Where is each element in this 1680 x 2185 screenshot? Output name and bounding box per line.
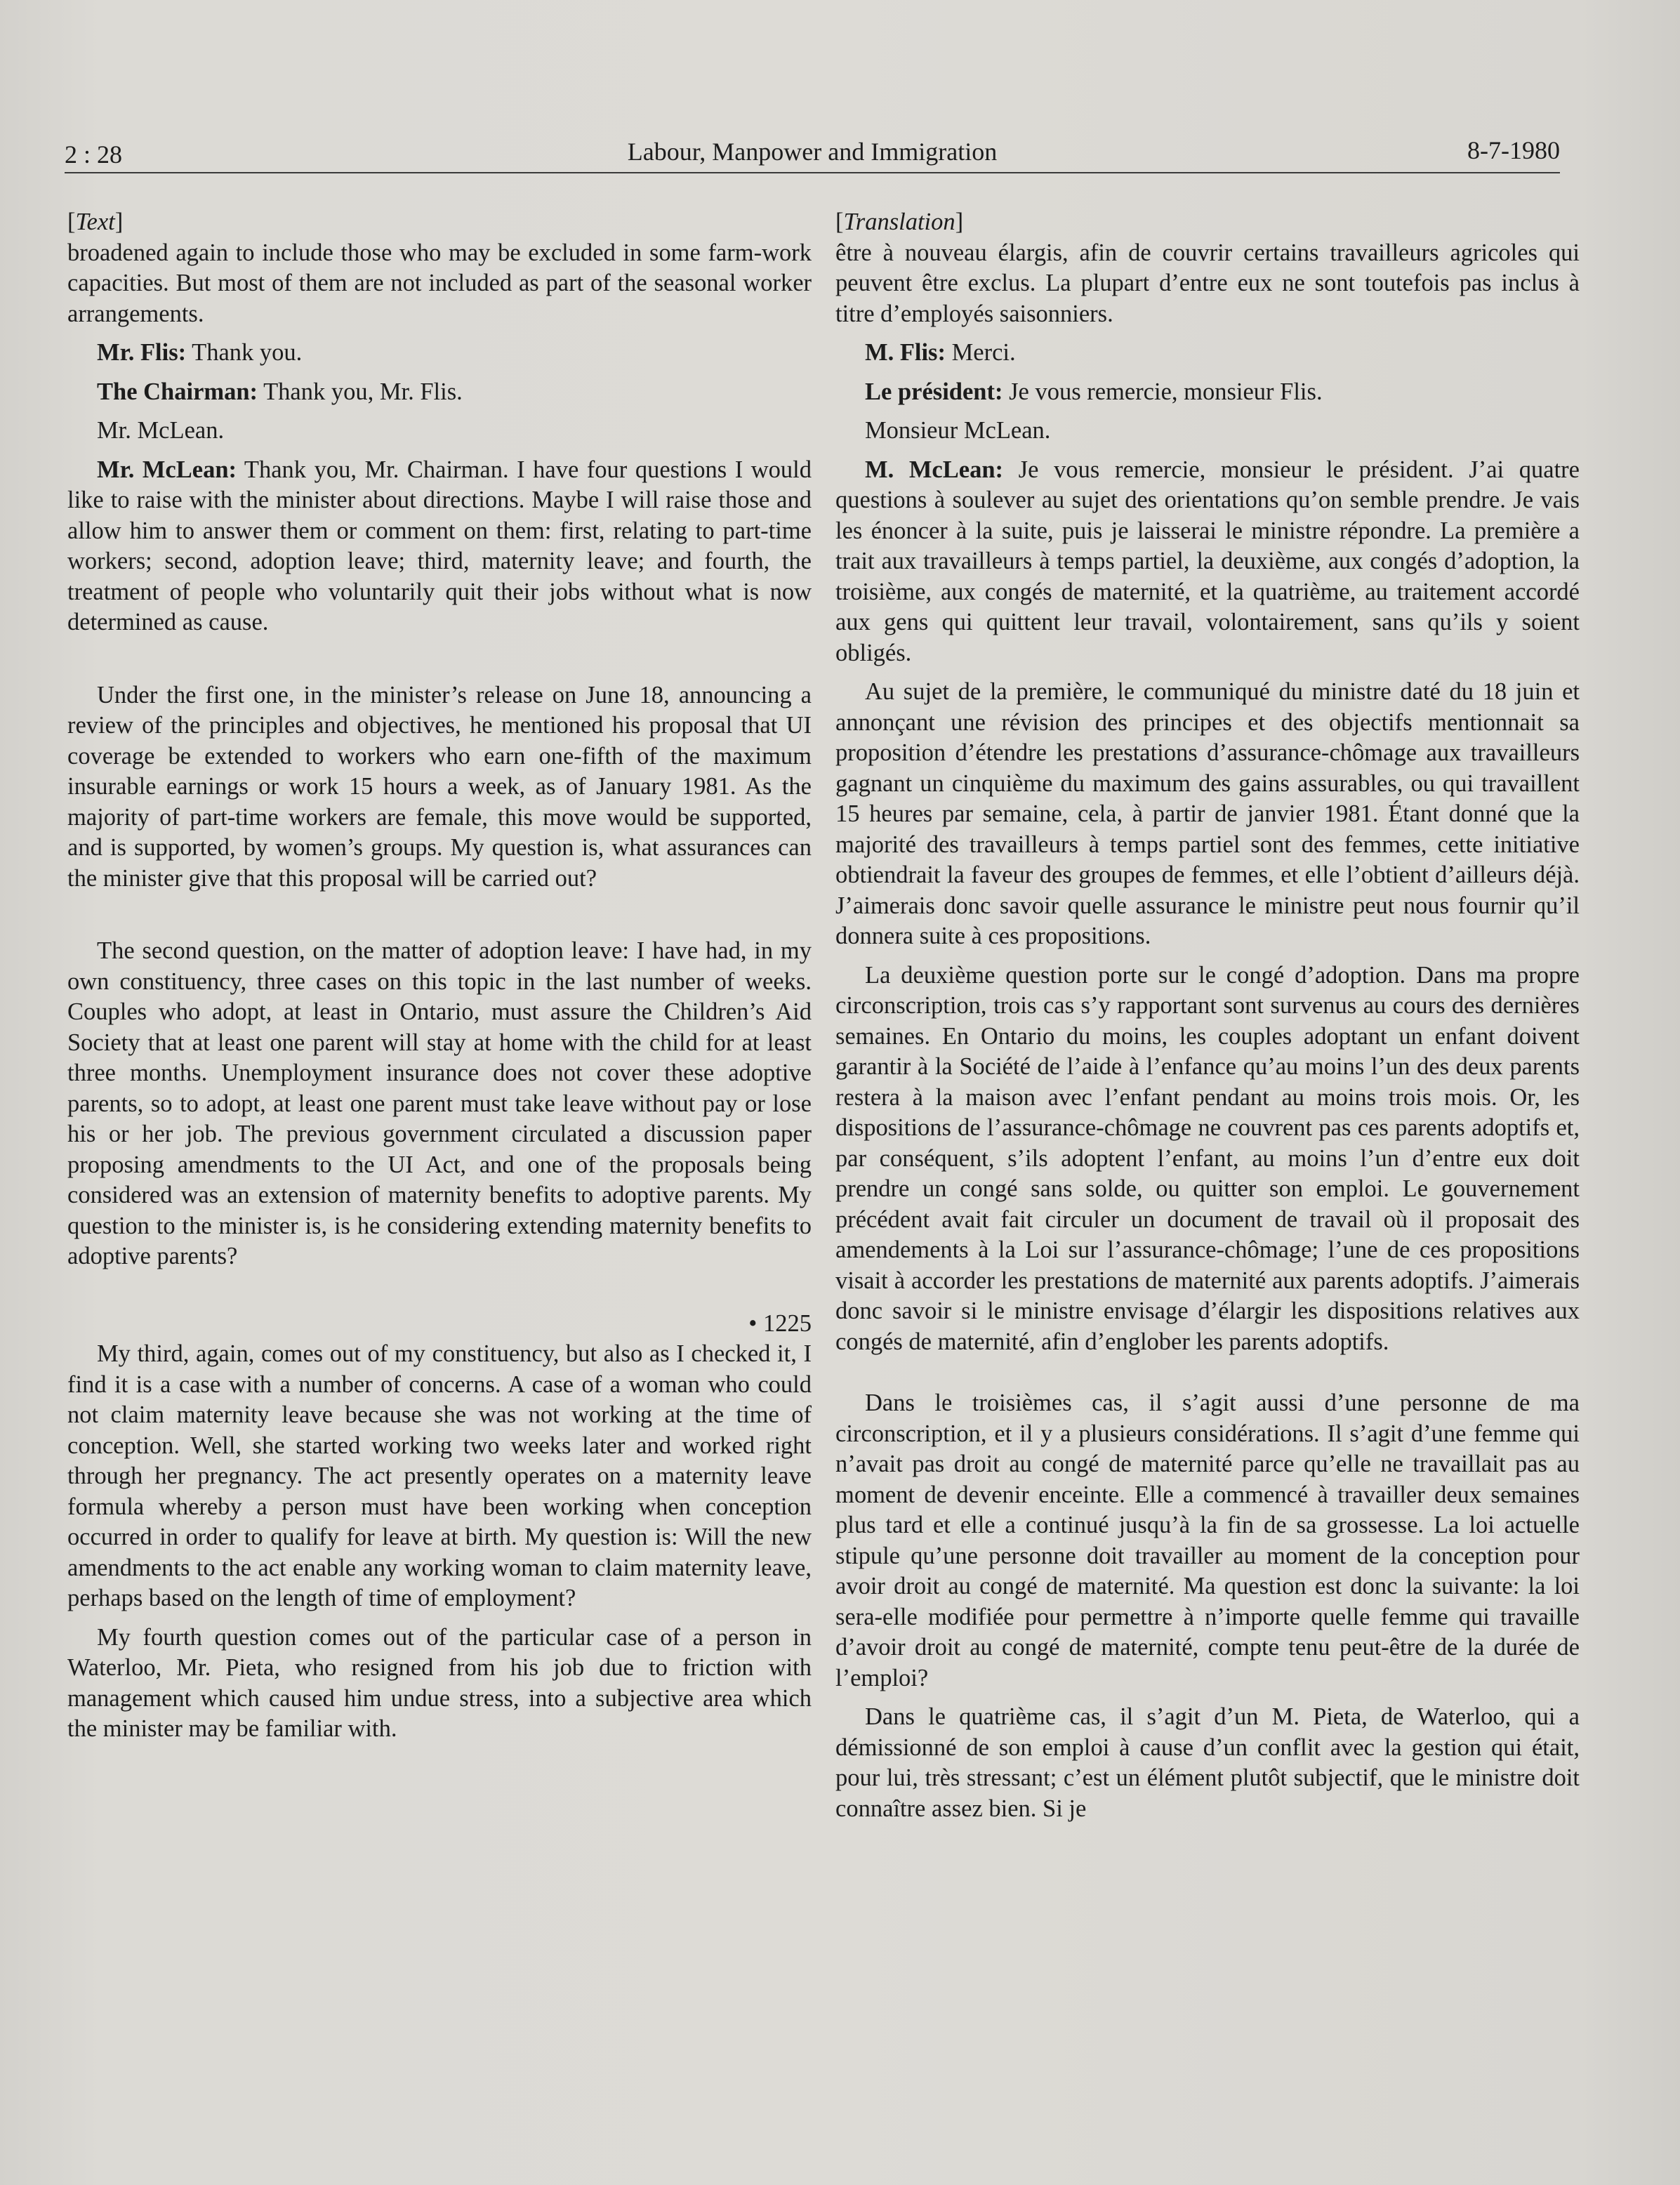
time-marker: • 1225 xyxy=(748,1309,812,1337)
speaker-name: The Chairman: xyxy=(97,378,258,405)
speech: Mr. Flis: Thank you. xyxy=(97,339,303,366)
speech: M. Flis: Merci. xyxy=(865,339,1016,366)
speaker-name: M. Flis: xyxy=(865,339,946,366)
speech: M. McLean: Je vous remercie, monsieur le président. J’ai quatre questions à soulever au sujet des orientations qu’on semble prendre. Je vais les énoncer à la suite, puis je laisserai le ministre répondre. La première a trait aux travailleurs à temps partiel, la deuxième, aux congés d’adoption, la troisième, aux congés de maternité, et la quatrième, au traitement accordé aux gens qui quittent leur travail, volontairement, sans qu’ils y soient obligés. xyxy=(835,456,1580,666)
paragraph: Monsieur McLean. xyxy=(865,417,1051,444)
page-header xyxy=(65,130,1560,173)
paragraph: The second question, on the matter of adoption leave: I have had, in my own constituency, three cases on this topic in the last number of weeks. Couples who adopt, at least in Ontario, must assure the Children’s Aid Society that at least one parent will stay at home with the child for at least three months. Unemployment insurance does not cover these adoptive parents, so to adopt, at least one parent must take leave without pay or lose his or her job. The previous government circulated a discussion paper proposing amendments to the UI Act, and one of the proposals being considered was an extension of maternity benefits to adoptive parents. My question to the minister is, is he considering extending maternity benefits to adoptive parents? xyxy=(67,937,812,1269)
paragraph: Dans le quatrième cas, il s’agit d’un M. Pieta, de Waterloo, qui a démissionné de son emploi à cause d’un conflit avec la gestion qui était, pour lui, très stressant; c’est un élément plutôt subjectif, que le ministre doit connaître assez bien. Si je xyxy=(835,1703,1580,1822)
paragraph: My third, again, comes out of my constituency, but also as I checked it, I find it is a case with a number of concerns. A case of a woman who could not claim maternity leave because she was not working at the time of conception. Well, she started working two weeks later and worked right through her pregnancy. The act presently operates on a maternity leave formula whereby a person must have been working when conception occurred in order to qualify for leave at birth. My question is: Will the new amendments to the act enable any working woman to claim maternity leave, perhaps based on the length of time of employment? xyxy=(67,1340,812,1611)
paragraph: Mr. McLean. xyxy=(97,417,225,444)
header-title: Labour, Manpower and Immigration xyxy=(627,138,998,166)
header-date: 8-7-1980 xyxy=(1467,136,1560,164)
speaker-name: M. McLean: xyxy=(865,456,1003,483)
english-column xyxy=(67,207,812,1745)
paragraph: My fourth question comes out of the particular case of a person in Waterloo, Mr. Pieta, who resigned from his job due to friction with management which caused him undue stress, into a subjective area which the minister may be familiar with. xyxy=(67,1623,812,1742)
paragraph: Under the first one, in the minister’s release on June 18, announcing a review of the principles and objectives, he mentioned his proposal that UI coverage be extended to workers who earn one-fifth of the maximum insurable earnings or work 15 hours a week, as of January 1981. As the majority of part-time workers are female, this move would be supported, and is supported, by women’s groups. My question is, what assurances can the minister give that this proposal will be carried out? xyxy=(67,681,812,892)
paragraph: Dans le troisièmes cas, il s’agit aussi d’une personne de ma circonscription, et il y a plusieurs considérations. Il s’agit d’une femme qui n’avait pas droit au congé de maternité parce qu’elle ne travaillait pas au moment de devenir enceinte. Elle a commencé à travailler deux semaines plus tard et elle a continué jusqu’à la fin de sa grossesse. La loi actuelle stipule qu’une personne doit travailler au moment de la conception pour avoir droit au congé de maternité. Ma question est donc la suivante: la loi sera-elle modifiée pour permettre à n’importe quelle femme qui travaille d’avoir droit au congé de maternité, compte tenu peut-être de la durée de l’emploi? xyxy=(835,1389,1580,1691)
paragraph: Au sujet de la première, le communiqué du ministre daté du 18 juin et annonçant une révision des principes et des objectifs mentionnait sa proposition d’étendre les prestations d’assurance-chômage aux travailleurs gagnant un cinquième du maximum des gains assurables, ou qui travaillent 15 heures par semaine, cela, à partir de janvier 1981. Étant donné que la majorité des travailleurs à temps partiel sont des femmes, cette initiative obtiendrait la faveur des groupes de femmes, et elle l’obtient d’ailleurs déjà. J’aimerais donc savoir quelle assurance le ministre peut nous fournir qu’il donnera suite à ces propositions. xyxy=(835,678,1580,949)
paragraph: être à nouveau élargis, afin de couvrir certains travailleurs agricoles qui peuvent être exclus. La plupart d’entre eux ne sont toutefois pas inclus à titre d’employés saisonniers. xyxy=(835,239,1580,327)
speaker-name: Le président: xyxy=(865,378,1003,405)
section-label: [Translation] xyxy=(835,209,964,235)
speaker-name: Mr. Flis: xyxy=(97,339,187,366)
speech: Le président: Je vous remercie, monsieur Flis. xyxy=(865,378,1323,405)
paragraph: broadened again to include those who may be excluded in some farm-work capacities. But most of them are not included as part of the seasonal worker arrangements. xyxy=(67,239,812,327)
french-column xyxy=(835,207,1580,1824)
paragraph: La deuxième question porte sur le congé d’adoption. Dans ma propre circonscription, trois cas s’y rapportant sont survenus au cours des dernières semaines. En Ontario du moins, les couples adoptant un enfant doivent garantir à la Société de l’aide à l’enfance qu’au moins l’un des deux parents restera à la maison avec l’enfant pendant au moins trois mois. Or, les dispositions de l’assurance-chômage ne couvrent pas ces parents adoptifs et, par conséquent, s’ils adoptent l’enfant, au moins l’un d’entre eux doit prendre un congé sans solde, ou quitter son emploi. Le gouvernement précédent avait fait circuler un document de travail où il proposait des amendements à la Loi sur l’assurance-chômage; l’une de ces propositions visait à accorder les prestations de maternité aux parents adoptifs. J’aimerais donc savoir si le ministre envisage d’élargir les dispositions relatives aux congés de maternité, afin d’englober les parents adoptifs. xyxy=(835,961,1580,1355)
speaker-name: Mr. McLean: xyxy=(97,456,237,483)
page-number: 2 : 28 xyxy=(65,140,123,169)
speech: The Chairman: Thank you, Mr. Flis. xyxy=(97,378,463,405)
section-label: [Text] xyxy=(67,209,124,235)
speech: Mr. McLean: Thank you, Mr. Chairman. I have four questions I would like to raise with the minister about directions. Maybe I will raise those and allow him to answer them or comment on them: first, relating to part-time workers; second, adoption leave; third, maternity leave; and fourth, the treatment of people who voluntarily quit their jobs without what is now determined as cause. xyxy=(67,456,812,635)
